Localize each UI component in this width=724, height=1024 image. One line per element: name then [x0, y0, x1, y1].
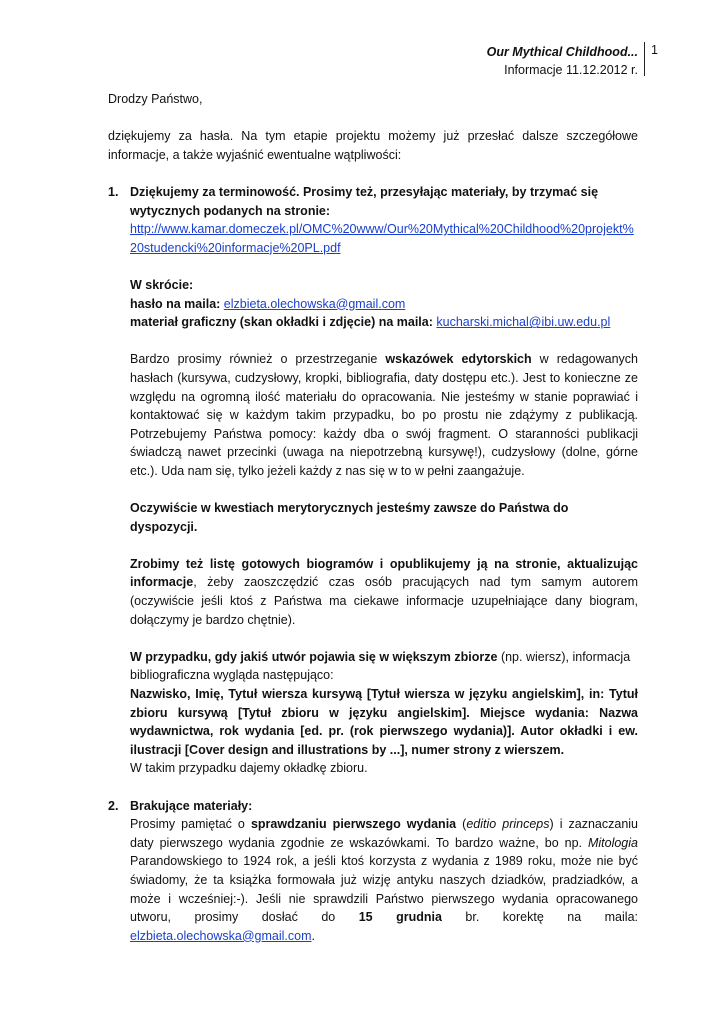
collection-cover-note: W takim przypadku dajemy okładkę zbioru.	[130, 761, 368, 776]
password-email-link[interactable]: elzbieta.olechowska@gmail.com	[223, 296, 406, 311]
bibliography-format: Nazwisko, Imię, Tytuł wiersza kursywą [Tytuł wiersza w języku angielskim], in: Tytuł zbioru kursywą [Tytuł zbioru w języku angielskim]. Miejsce wydania: Nazwa wydawnictwa, rok wydania [ed. pr. (rok pierwszego wydania)]. Autor okładki i ew. ilustracji [Cover design and illustrations by ...], numer strony z wierszem.	[130, 687, 638, 757]
document-body	[108, 90, 638, 945]
list-number-2: 2.	[108, 798, 119, 813]
header-divider	[644, 42, 645, 76]
header-date: Informacje 11.12.2012 r.	[504, 63, 638, 77]
item1-heading: Dziękujemy za terminowość. Prosimy też, przesyłając materiały, by trzymać się wytycznych podanych na stronie:	[130, 184, 599, 218]
first-edition-paragraph: Prosimy pamiętać o sprawdzaniu pierwszego wydania (editio princeps) i zaznaczaniu daty pierwszego wydania zgodnie ze wskazówkami. To bardzo ważne, bo np. Mitologia Parandowskiego to 1924 rok, a jeśli ktoś korzysta z wydania z 1989 roku, może nie być świadomy, że ta książka formowała już wizję antyku naszych dziadków, pradziadków, a może i wcześniej:-). Jeśli nie sprawdzili Państwo pierwszego wydania opracowanego utworu, prosimy dosłać do 15 grudnia br. korektę na maila: elzbieta.olechowska@gmail.com.	[130, 817, 639, 943]
graphics-email-label: materiał graficzny (skan okładki i zdjęcie) na maila:	[130, 315, 433, 330]
page-number: 1	[651, 43, 658, 57]
biography-list-paragraph: Zrobimy też listę gotowych biogramów i opublikujemy ją na stronie, aktualizując informacje, żeby zaoszczędzić czas osób pracujących nad tym samym autorem (oczywiście jeśli ktoś z Państwa ma ciekawe informacje uzupełniające dany biogram, dołączymy je bardzo chętnie).	[130, 556, 638, 627]
correction-email-link[interactable]: elzbieta.olechowska@gmail.com	[130, 928, 312, 943]
graphics-email-link[interactable]: kucharski.michal@ibi.uw.edu.pl	[436, 315, 611, 330]
header-title: Our Mythical Childhood...	[486, 45, 638, 59]
item2-heading: Brakujące materiały:	[130, 798, 253, 813]
list-item-2	[108, 797, 638, 946]
disposal-paragraph: Oczywiście w kwestiach merytorycznych jesteśmy zawsze do Państwa do dyspozycji.	[130, 501, 569, 534]
guidelines-link[interactable]: http://www.kamar.domeczek.pl/OMC%20www/Our%20Mythical%20Childhood%20projekt%20studencki%20informacje%20PL.pdf	[130, 222, 634, 255]
editorial-paragraph: Bardzo prosimy również o przestrzeganie wskazówek edytorskich w redagowanych hasłach (kursywa, cudzysłowy, kropki, bibliografia, daty dostępu etc.). Jest to konieczne ze względu na ogromną ilość materiału do opracowania. Nie jesteśmy w stanie poprawiać i kontaktować się w każdym takim przypadku, bo po prostu nie zdążymy z publikacją. Potrzebujemy Państwa pomocy: każdy dba o swój fragment. O staranności publikacji świadczą nawet przecinki (uwaga na niepotrzebną kursywę!), cudzysłowy (dolne, górne etc.). Uda nam się, tylko jeżeli każdy z nas się w to w pełni zaangażuje.	[130, 352, 638, 478]
collection-intro: W przypadku, gdy jakiś utwór pojawia się w większym zbiorze (np. wiersz), informacja bibliograficzna wygląda następująco:	[130, 649, 631, 683]
document-header	[487, 43, 638, 79]
list-number-1: 1.	[108, 184, 119, 199]
greeting: Drodzy Państwo,	[108, 92, 203, 106]
password-email-label: hasło na maila:	[130, 296, 221, 311]
intro-paragraph: dziękujemy za hasła. Na tym etapie projektu możemy już przesłać dalsze szczegółowe informacje, a także wyjaśnić ewentualne wątpliwości:	[108, 129, 638, 162]
list-item-1	[108, 183, 638, 778]
summary-title: W skrócie:	[130, 277, 194, 292]
